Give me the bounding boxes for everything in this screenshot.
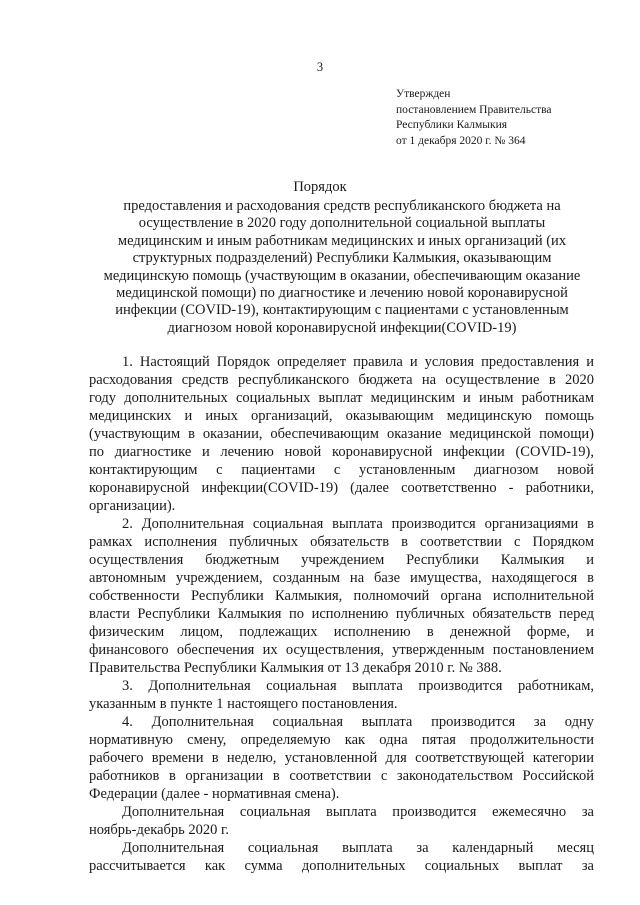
approval-line: постановлением Правительства: [396, 103, 552, 116]
document-subtitle: [92, 198, 592, 337]
document-body: [89, 353, 594, 875]
paragraph-line: власти Республики Калмыкия по исполнению публичных обязательств перед: [89, 606, 594, 622]
paragraph-3: [89, 677, 594, 713]
paragraph-line: рамках исполнения публичных обязательств в соответствии с Порядком: [89, 534, 594, 550]
paragraph-line: контактирующим с пациентами с установленным диагнозом новой: [89, 462, 594, 478]
paragraph-line: осуществления бюджетным учреждением Республики Калмыкия и: [89, 552, 594, 568]
paragraph-line: 4. Дополнительная социальная выплата производится за одну: [122, 714, 594, 730]
paragraph-line: расходования средств республиканского бюджета на осуществление в 2020: [89, 372, 594, 388]
paragraph-1: [89, 353, 594, 515]
paragraph-line: Дополнительная социальная выплата производится ежемесячно за: [122, 804, 594, 820]
subtitle-line: предоставления и расходования средств республиканского бюджета на: [123, 198, 561, 214]
paragraph-line: собственности Республики Калмыкия, полномочий органа исполнительной: [89, 588, 594, 604]
paragraph-6: [89, 839, 594, 875]
approval-block: [396, 87, 626, 149]
subtitle-line: диагнозом новой коронавирусной инфекции(COVID-19): [167, 319, 517, 336]
approval-line: Утвержден: [396, 88, 451, 100]
paragraph-line: нормативную смену, определяемую как одна пятая продолжительности: [89, 732, 594, 748]
paragraph-line: Федерации (далее - нормативная смена).: [89, 786, 340, 802]
paragraph-line: Правительства Республики Калмыкия от 13 декабря 2010 г. № 388.: [89, 660, 502, 676]
paragraph-line: медицинских и иных организаций, оказывающим медицинскую помощь: [89, 408, 594, 424]
subtitle-line: медицинским и иным работникам медицинских и иных организаций (их: [117, 232, 567, 249]
paragraph-line: по диагностике и лечению новой коронавирусной инфекции (COVID-19),: [89, 444, 594, 460]
paragraph-line: ноябрь-декабрь 2020 г.: [89, 822, 229, 838]
subtitle-line: медицинской помощи) по диагностике и лечению новой коронавирусной: [116, 285, 568, 302]
paragraph-line: коронавирусной инфекции(COVID-19) (далее соответственно - работники,: [89, 480, 594, 496]
paragraph-line: финансового обеспечения их осуществления, утвержденным постановлением: [89, 642, 594, 658]
document-title: Порядок: [293, 179, 347, 195]
subtitle-line: осуществление в 2020 году дополнительной социальной выплаты: [138, 215, 546, 232]
paragraph-line: рассчитывается как сумма дополнительных социальных выплат за: [89, 858, 594, 874]
approval-line: Республики Калмыкия: [396, 119, 508, 131]
paragraph-line: (участвующим в оказании, обеспечивающим оказание медицинской помощи): [89, 426, 594, 442]
paragraph-line: организации).: [89, 498, 176, 514]
page-number: 3: [316, 60, 324, 74]
paragraph-line: автономным учреждением, созданным на базе имущества, находящегося в: [89, 570, 594, 586]
paragraph-5: [89, 803, 594, 839]
paragraph-line: 2. Дополнительная социальная выплата производится организациями в: [122, 516, 594, 532]
approval-line: от 1 декабря 2020 г. № 364: [396, 134, 526, 147]
subtitle-line: медицинскую помощь (участвующим в оказании, обеспечивающим оказание: [103, 267, 581, 284]
paragraph-line: году дополнительных социальных выплат медицинским и иным работникам: [89, 390, 594, 406]
paragraph-2: [89, 515, 594, 677]
paragraph-line: работников в организации в соответствии с законодательством Российской: [89, 768, 594, 784]
paragraph-line: указанным в пункте 1 настоящего постановления.: [89, 696, 398, 712]
paragraph-line: 1. Настоящий Порядок определяет правила и условия предоставления и: [122, 354, 594, 370]
subtitle-line: инфекции (COVID-19), контактирующим с пациентами с установленным: [115, 302, 569, 319]
paragraph-4: [89, 713, 594, 803]
paragraph-line: физическим лицом, подлежащих исполнению в денежной форме, и: [89, 624, 594, 640]
subtitle-line: структурных подразделений) Республики Калмыкия, оказывающим: [132, 250, 552, 267]
paragraph-line: Дополнительная социальная выплата за календарный месяц: [122, 840, 594, 856]
paragraph-line: рабочего времени в неделю, установленной для соответствующей категории: [89, 750, 594, 766]
paragraph-line: 3. Дополнительная социальная выплата производится работникам,: [122, 678, 594, 694]
